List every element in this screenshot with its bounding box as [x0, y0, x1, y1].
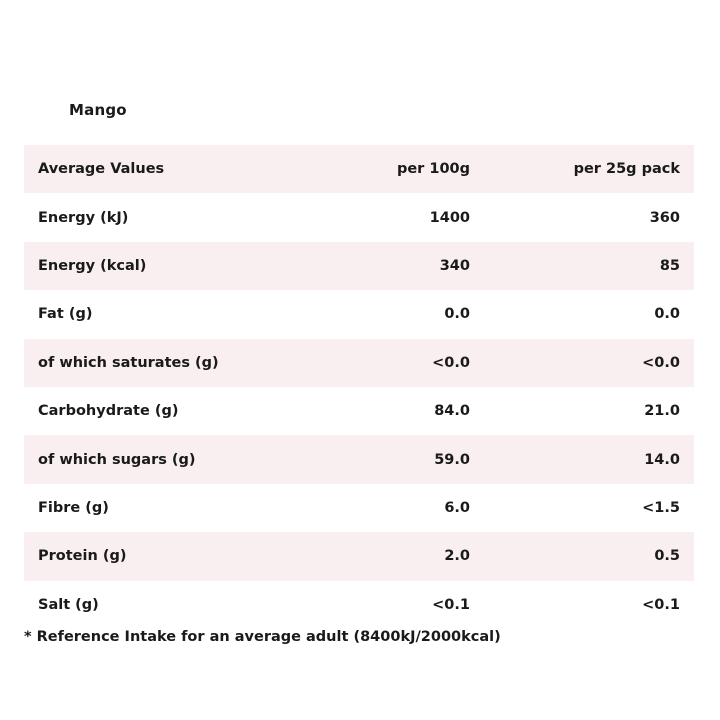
- row-per-pack: 0.5: [470, 532, 694, 580]
- reference-intake-footnote: * Reference Intake for an average adult (8400kJ/2000kcal): [24, 629, 501, 645]
- row-per-pack: 0.0: [654, 306, 680, 323]
- row-label: Carbohydrate (g): [38, 403, 179, 420]
- table-row: [24, 435, 694, 483]
- nutrition-table: [24, 145, 694, 629]
- row-per-100g: 6.0: [444, 499, 470, 516]
- table-row: [24, 242, 694, 290]
- row-per-pack: 21.0: [644, 403, 680, 420]
- row-label: Fat (g): [38, 306, 93, 323]
- row-per-100g: 1400: [429, 209, 470, 226]
- table-row: [24, 387, 694, 435]
- header-per-100g: per 100g: [338, 145, 470, 193]
- row-label: Energy (kcal): [24, 242, 338, 290]
- product-title: Mango: [69, 101, 127, 119]
- table-header-row: [24, 145, 694, 193]
- table-row: [24, 581, 694, 629]
- row-per-pack: 85: [470, 242, 694, 290]
- row-per-100g: 84.0: [434, 403, 470, 420]
- row-per-100g: 340: [338, 242, 470, 290]
- table-row: [24, 290, 694, 338]
- table-row: [24, 484, 694, 532]
- row-per-pack: <1.5: [642, 499, 680, 516]
- table-row: [24, 193, 694, 241]
- header-per-pack: per 25g pack: [470, 145, 694, 193]
- row-per-pack: <0.1: [642, 596, 680, 613]
- row-label: of which sugars (g): [24, 435, 338, 483]
- row-per-100g: 0.0: [444, 306, 470, 323]
- row-per-pack: 14.0: [470, 435, 694, 483]
- row-per-100g: <0.0: [338, 339, 470, 387]
- row-label: of which saturates (g): [24, 339, 338, 387]
- row-label: Protein (g): [24, 532, 338, 580]
- row-per-100g: 2.0: [338, 532, 470, 580]
- row-per-100g: 59.0: [338, 435, 470, 483]
- row-label: Energy (kJ): [38, 209, 129, 226]
- row-label: Salt (g): [38, 596, 99, 613]
- table-row: [24, 339, 694, 387]
- row-per-100g: <0.1: [432, 596, 470, 613]
- table-row: [24, 532, 694, 580]
- row-per-pack: <0.0: [470, 339, 694, 387]
- row-label: Fibre (g): [38, 499, 109, 516]
- row-per-pack: 360: [649, 209, 680, 226]
- header-average-values: Average Values: [24, 145, 338, 193]
